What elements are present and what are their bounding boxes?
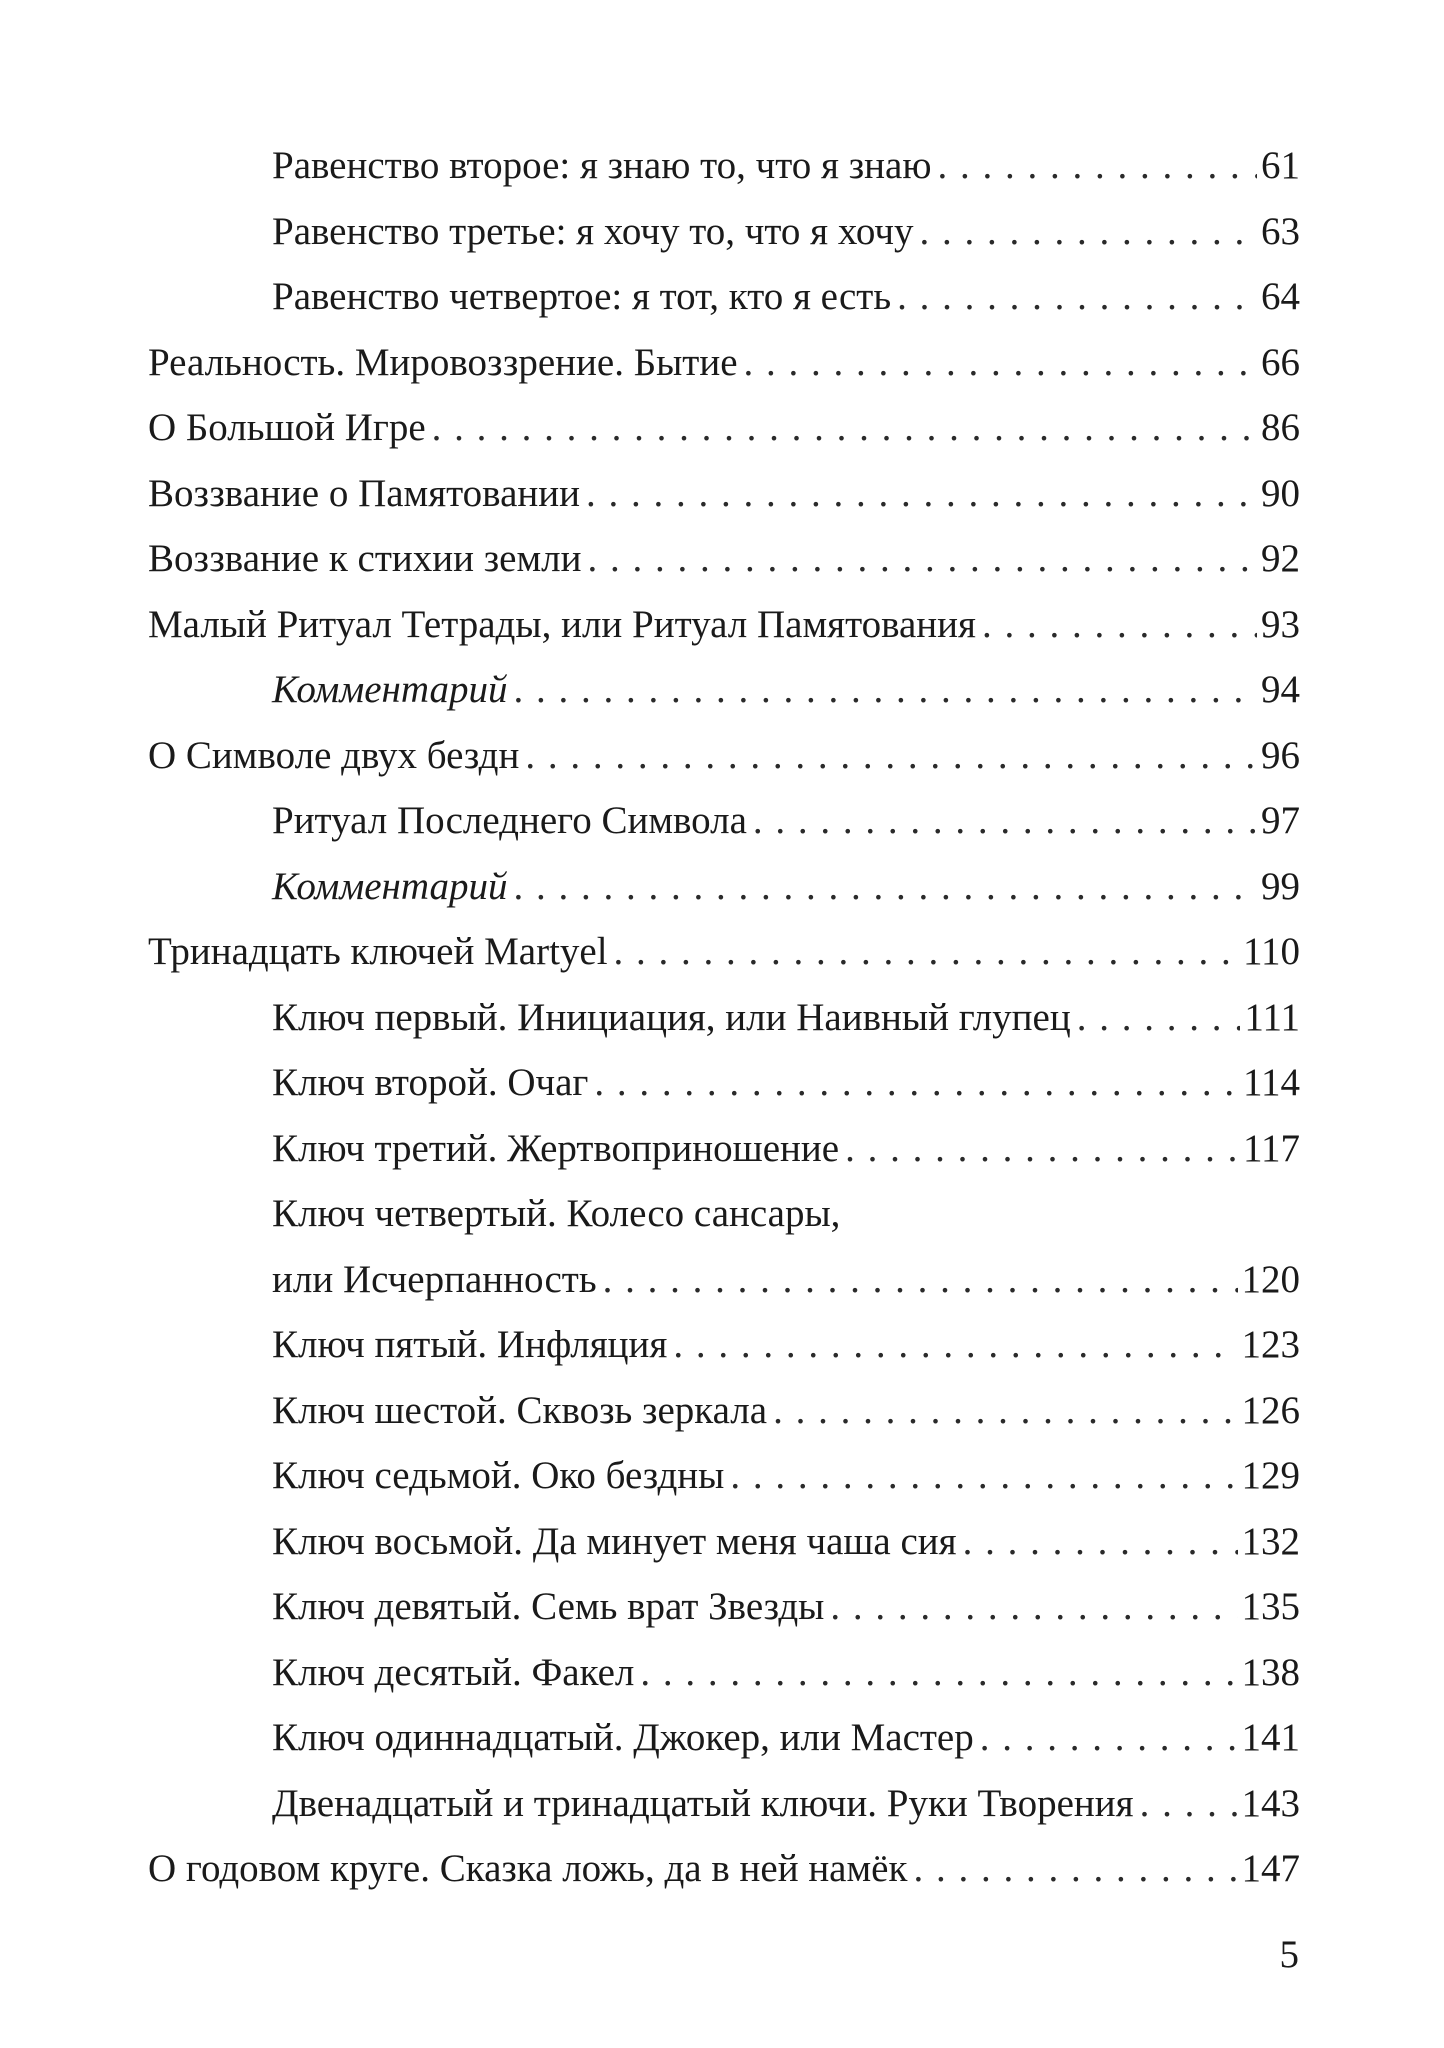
toc-entry: [148, 858, 1300, 924]
toc-entry: [148, 268, 1300, 334]
toc-entry-row: [148, 399, 1300, 457]
toc-entry-page: 96: [1261, 733, 1300, 777]
toc-entry-title: Комментарий: [272, 864, 508, 908]
dot-leader: [919, 203, 1257, 261]
toc-entry-title: Ключ шестой. Сквозь зеркала: [272, 1388, 768, 1432]
toc-entry: [148, 923, 1300, 989]
toc-entry: [148, 989, 1300, 1055]
toc-entry-title: Ключ четвертый. Колесо сансары,: [272, 1192, 841, 1235]
toc-entry-page: 86: [1261, 406, 1300, 449]
table-of-contents: [148, 137, 1300, 1906]
toc-entry: [148, 530, 1300, 596]
toc-entry-row: [148, 334, 1300, 392]
dot-leader: [586, 465, 1257, 523]
dot-leader: [845, 1120, 1239, 1178]
page-number: 5: [1279, 1933, 1299, 1976]
dot-leader: [587, 530, 1257, 588]
toc-entry-page: 132: [1241, 1519, 1300, 1563]
dot-leader: [830, 1578, 1237, 1636]
toc-entry: [148, 1644, 1300, 1710]
dot-leader: [982, 596, 1257, 654]
toc-entry-row: [148, 1054, 1300, 1112]
toc-entry: [148, 792, 1300, 858]
toc-entry-page: 99: [1261, 864, 1300, 908]
dot-leader: [514, 858, 1257, 916]
dot-leader: [897, 268, 1257, 326]
toc-entry-page: 63: [1261, 209, 1300, 253]
toc-entry-title: О годовом круге. Сказка ложь, да в ней намёк: [148, 1847, 908, 1890]
toc-entry: [148, 399, 1300, 465]
toc-entry-title: Реальность. Мировоззрение. Бытие: [148, 340, 738, 384]
toc-entry: [148, 1185, 1300, 1251]
dot-leader: [773, 1382, 1237, 1440]
toc-entry-row: [148, 1120, 1300, 1178]
toc-entry-title: или Исчерпанность: [272, 1257, 597, 1301]
toc-entry: [148, 1382, 1300, 1448]
toc-entry-page: 126: [1241, 1388, 1300, 1432]
toc-entry-row: [148, 1185, 1300, 1243]
dot-leader: [514, 661, 1257, 719]
toc-entry-page: 123: [1241, 1323, 1300, 1366]
toc-entry-title: Ключ восьмой. Да минует меня чаша сия: [272, 1519, 957, 1563]
dot-leader: [753, 792, 1257, 850]
dot-leader: [603, 1251, 1238, 1309]
toc-entry: [148, 1316, 1300, 1382]
toc-entry-page: 135: [1241, 1585, 1300, 1628]
toc-entry-row: [148, 661, 1300, 719]
toc-entry-page: 141: [1241, 1716, 1300, 1759]
toc-entry: [148, 1840, 1300, 1906]
dot-leader: [432, 399, 1257, 457]
dot-leader: [937, 137, 1257, 195]
toc-entry-row: [148, 1251, 1300, 1309]
toc-entry: [148, 596, 1300, 662]
toc-entry-title: Равенство второе: я знаю то, что я знаю: [272, 144, 932, 187]
toc-entry: [148, 1447, 1300, 1513]
toc-entry-row: [148, 1513, 1300, 1571]
toc-entry-row: [148, 1775, 1300, 1833]
toc-entry-title: Ключ третий. Жертвоприношение: [272, 1126, 840, 1170]
toc-entry-page: 90: [1261, 471, 1300, 515]
toc-entry-row: [148, 1840, 1300, 1898]
toc-entry-page: 138: [1241, 1650, 1300, 1694]
toc-entry-row: [148, 1447, 1300, 1505]
toc-entry-title: Равенство четвертое: я тот, кто я есть: [272, 275, 892, 318]
toc-entry: [148, 203, 1300, 269]
toc-entry-row: [148, 596, 1300, 654]
toc-entry-row: [148, 268, 1300, 326]
toc-entry-row: [148, 1382, 1300, 1440]
toc-entry-page: 61: [1261, 144, 1300, 187]
toc-entry-row: [148, 203, 1300, 261]
dot-leader: [980, 1709, 1238, 1767]
dot-leader: [963, 1513, 1238, 1571]
toc-entry-row: [148, 465, 1300, 523]
toc-entry-title: Комментарий: [272, 668, 508, 711]
toc-entry-row: [148, 858, 1300, 916]
toc-entry-page: 94: [1261, 668, 1300, 711]
toc-entry: [148, 465, 1300, 531]
dot-leader: [913, 1840, 1237, 1898]
toc-entry-row: [148, 727, 1300, 785]
toc-entry-title: Двенадцатый и тринадцатый ключи. Руки Творения: [272, 1781, 1134, 1825]
toc-entry-page: 93: [1261, 602, 1300, 646]
toc-entry-row: [148, 137, 1300, 195]
toc-entry: [148, 137, 1300, 203]
toc-entry-row: [148, 1578, 1300, 1636]
toc-entry-title: Воззвание к стихии земли: [148, 537, 582, 580]
toc-entry-row: [148, 530, 1300, 588]
toc-entry-page: 110: [1242, 930, 1300, 973]
toc-entry: [148, 1775, 1300, 1841]
toc-entry-title: О Символе двух бездн: [148, 733, 520, 777]
dot-leader: [1140, 1775, 1238, 1833]
dot-leader: [640, 1644, 1237, 1702]
toc-entry-page: 143: [1241, 1781, 1300, 1825]
toc-entry-page: 66: [1261, 340, 1300, 384]
toc-entry: [148, 1578, 1300, 1644]
toc-entry-page: 64: [1261, 275, 1300, 318]
dot-leader: [614, 923, 1239, 981]
toc-entry: [148, 334, 1300, 400]
toc-entry-title: Ключ седьмой. Око бездны: [272, 1454, 725, 1497]
toc-entry-title: Равенство третье: я хочу то, что я хочу: [272, 209, 914, 253]
toc-entry-row: [148, 1709, 1300, 1767]
toc-entry-page: 111: [1244, 995, 1300, 1039]
toc-entry-page: 92: [1261, 537, 1300, 580]
toc-entry-title: Малый Ритуал Тетрады, или Ритуал Памятования: [148, 602, 976, 646]
dot-leader: [730, 1447, 1237, 1505]
toc-entry: [148, 1251, 1300, 1317]
toc-entry-title: Ритуал Последнего Символа: [272, 799, 747, 842]
toc-entry-title: Ключ второй. Очаг: [272, 1061, 589, 1104]
toc-entry-page: 97: [1261, 799, 1300, 842]
toc-entry-page: 117: [1242, 1126, 1300, 1170]
dot-leader: [525, 727, 1257, 785]
toc-entry-row: [148, 1316, 1300, 1374]
dot-leader: [673, 1316, 1237, 1374]
dot-leader: [1077, 989, 1241, 1047]
toc-entry-row: [148, 1644, 1300, 1702]
toc-entry: [148, 1054, 1300, 1120]
toc-entry-title: О Большой Игре: [148, 406, 426, 449]
toc-entry-title: Воззвание о Памятовании: [148, 471, 581, 515]
toc-entry-title: Ключ девятый. Семь врат Звезды: [272, 1585, 825, 1628]
toc-entry: [148, 1513, 1300, 1579]
toc-entry-title: Ключ одиннадцатый. Джокер, или Мастер: [272, 1716, 974, 1759]
toc-entry-page: 120: [1241, 1257, 1300, 1301]
toc-entry-title: Тринадцать ключей Martyel: [148, 930, 608, 973]
toc-entry: [148, 727, 1300, 793]
toc-entry: [148, 1709, 1300, 1775]
dot-leader: [744, 334, 1257, 392]
toc-entry-page: 114: [1242, 1061, 1300, 1104]
toc-entry-row: [148, 792, 1300, 850]
toc-entry-title: Ключ десятый. Факел: [272, 1650, 635, 1694]
toc-entry-page: 129: [1241, 1454, 1300, 1497]
dot-leader: [594, 1054, 1239, 1112]
toc-entry: [148, 1120, 1300, 1186]
toc-entry-title: Ключ первый. Инициация, или Наивный глупец: [272, 995, 1071, 1039]
toc-entry: [148, 661, 1300, 727]
toc-entry-title: Ключ пятый. Инфляция: [272, 1323, 668, 1366]
toc-entry-page: 147: [1241, 1847, 1300, 1890]
toc-entry-row: [148, 923, 1300, 981]
toc-entry-row: [148, 989, 1300, 1047]
